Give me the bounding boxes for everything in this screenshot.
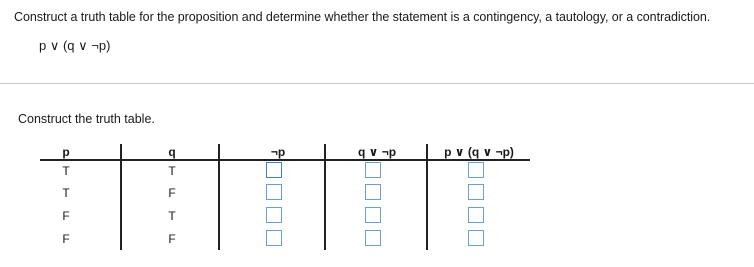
header-not-p: ¬p — [270, 145, 286, 159]
header-q-or-not-p: q ∨ ¬p — [357, 145, 397, 159]
cell-p-row-3: F — [62, 209, 70, 223]
cell-q-row-2: F — [168, 186, 176, 200]
column-divider — [426, 144, 428, 250]
table-heading: Construct the truth table. — [18, 112, 155, 126]
section-divider — [0, 83, 754, 84]
answer-box-result-row-4[interactable] — [468, 230, 484, 246]
cell-p-row-1: T — [62, 164, 70, 178]
header-p: p — [62, 145, 70, 159]
answer-box-q-or-not-p-row-4[interactable] — [365, 230, 381, 246]
answer-box-result-row-2[interactable] — [468, 184, 484, 200]
answer-box-result-row-3[interactable] — [468, 207, 484, 223]
column-divider — [120, 144, 122, 250]
cell-q-row-4: F — [168, 232, 176, 246]
answer-box-q-or-not-p-row-1[interactable] — [365, 162, 381, 178]
column-divider — [218, 144, 220, 250]
header-result: p ∨ (q ∨ ¬p) — [444, 145, 514, 159]
answer-box-not-p-row-2[interactable] — [266, 184, 282, 200]
proposition: p ∨ (q ∨ ¬p) — [39, 38, 111, 53]
answer-box-not-p-row-4[interactable] — [266, 230, 282, 246]
cell-q-row-3: T — [168, 209, 176, 223]
column-divider — [324, 144, 326, 250]
truth-table — [40, 144, 530, 250]
answer-box-result-row-1[interactable] — [468, 162, 484, 178]
question-text: Construct a truth table for the proposition and determine whether the statement is a contingency, a tautology, or a contradiction. — [14, 10, 711, 24]
header-q: q — [168, 145, 176, 159]
cell-q-row-1: T — [168, 164, 176, 178]
cell-p-row-4: F — [62, 232, 70, 246]
answer-box-not-p-row-1[interactable] — [266, 162, 282, 178]
answer-box-not-p-row-3[interactable] — [266, 207, 282, 223]
answer-box-q-or-not-p-row-3[interactable] — [365, 207, 381, 223]
answer-box-q-or-not-p-row-2[interactable] — [365, 184, 381, 200]
cell-p-row-2: T — [62, 186, 70, 200]
header-rule — [40, 159, 530, 161]
